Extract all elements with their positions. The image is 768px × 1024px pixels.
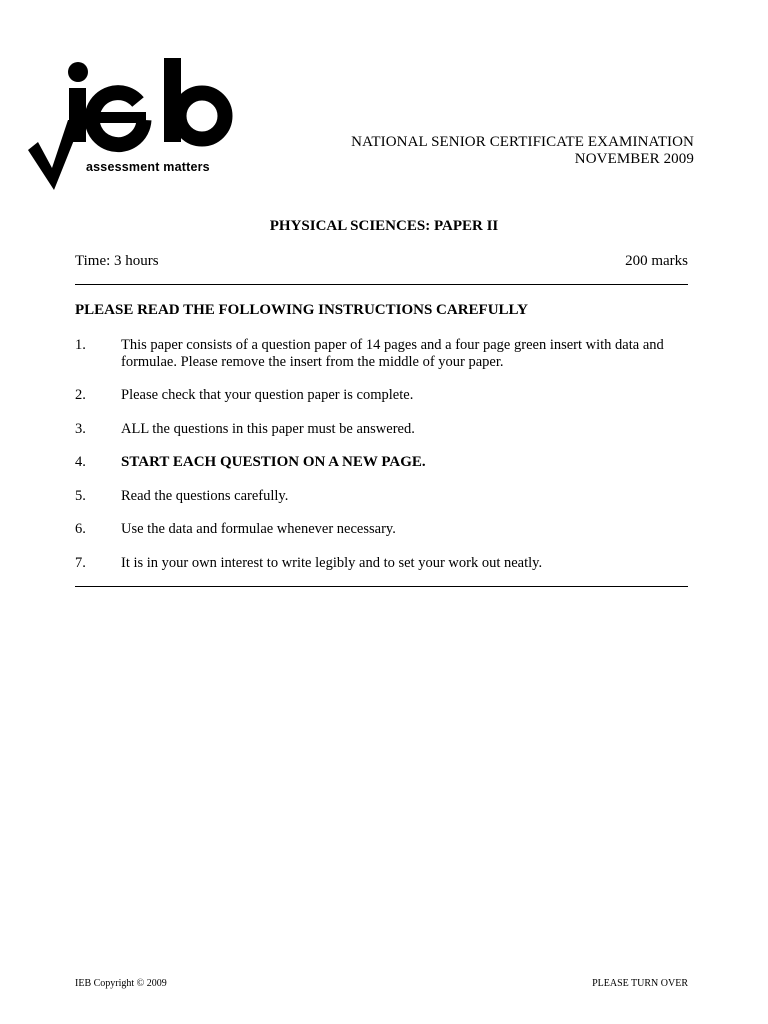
instruction-text: Read the questions carefully. [121,487,289,504]
footer-turn-over: PLEASE TURN OVER [592,978,688,989]
instructions-list [75,337,688,571]
paper-title: PHYSICAL SCIENCES: PAPER II [269,218,499,234]
instruction-number: 1. [75,337,86,353]
instruction-number: 4. [75,454,86,470]
instruction-number: 6. [75,521,86,537]
instructions-heading: PLEASE READ THE FOLLOWING INSTRUCTIONS CAREFULLY [75,302,529,318]
instruction-item [75,387,688,404]
divider [75,284,688,285]
logo-tagline: assessment matters [86,160,210,174]
exam-date: NOVEMBER 2009 [574,151,694,167]
exam-header [351,134,694,168]
instruction-text: It is in your own interest to write legibly and to set your work out neatly. [121,554,543,571]
divider [75,586,688,587]
instruction-number: 3. [75,420,86,437]
instruction-item [75,521,688,538]
instruction-text: This paper consists of a question paper of 14 pages and a four page green insert with data and formulae. Please remove the insert from the middle of your paper. [121,337,664,370]
exam-name: NATIONAL SENIOR CERTIFICATE EXAMINATION [351,134,694,150]
total-marks: 200 marks [625,253,688,269]
instruction-text: ALL the questions in this paper must be answered. [121,420,415,437]
instruction-item [75,454,688,471]
instruction-text: Use the data and formulae whenever necessary. [121,521,396,537]
footer-copyright: IEB Copyright © 2009 [75,978,167,989]
instruction-number: 7. [75,554,86,571]
instruction-item [75,421,688,438]
instruction-item [75,337,688,370]
instruction-item [75,488,688,505]
instruction-number: 5. [75,487,86,504]
instruction-item [75,555,688,572]
ieb-logo-mark [24,56,244,196]
time-allowed: Time: 3 hours [75,253,159,269]
instruction-text: Please check that your question paper is complete. [121,387,414,403]
ieb-logo [24,56,244,196]
instruction-text: START EACH QUESTION ON A NEW PAGE. [121,454,426,470]
instruction-number: 2. [75,387,86,403]
